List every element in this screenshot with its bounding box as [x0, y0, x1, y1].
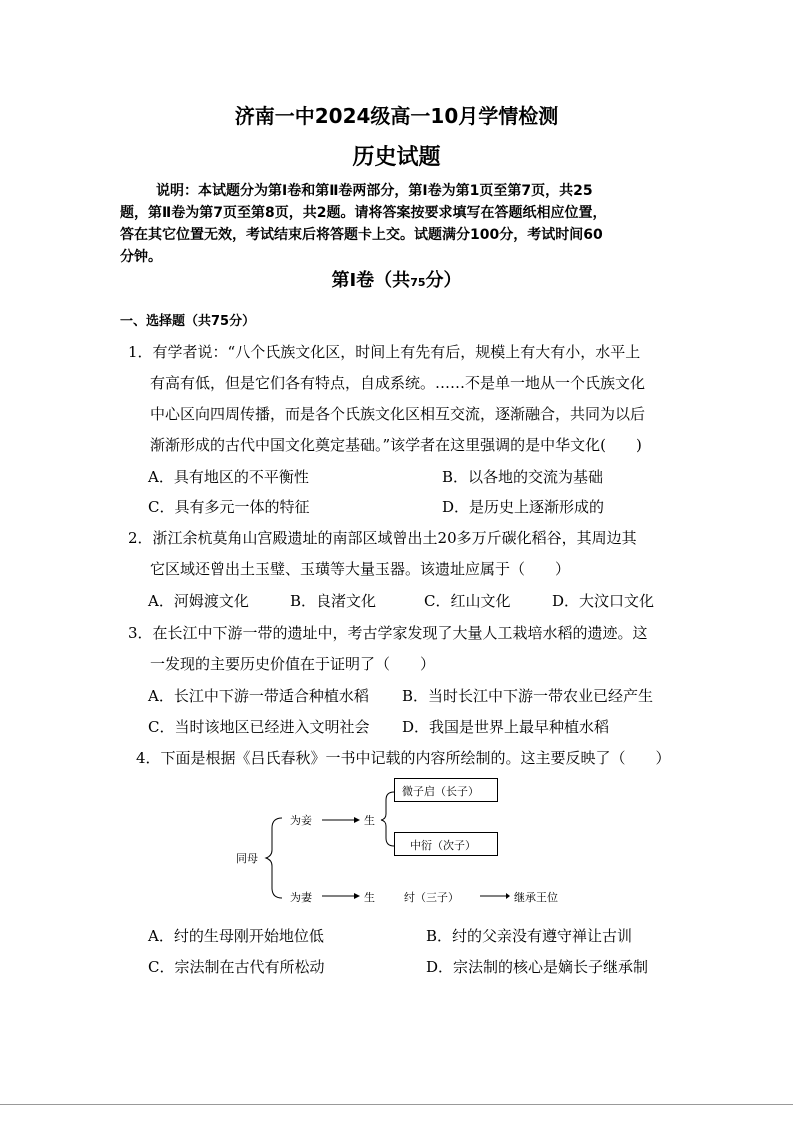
instruction-line: 题，第Ⅱ卷为第7页至第8页，共2题。请将答案按要求填写在答题纸相应位置，	[120, 205, 607, 221]
option-d[interactable]: D．大汶口文化	[552, 592, 655, 610]
option-d[interactable]: D．我国是世界上最早种植水稻	[402, 718, 610, 736]
question-text: 它区域还曾出土玉璧、玉璜等大量玉器。该遗址应属于（ ）	[150, 560, 571, 578]
question-text: 有高有低，但是它们各有特点，自成系统。……不是单一地从一个氏族文化	[150, 374, 646, 392]
option-a[interactable]: A．具有地区的不平衡性	[148, 468, 309, 486]
option-a[interactable]: A．纣的生母刚开始地位低	[148, 927, 324, 945]
option-a[interactable]: A．长江中下游一带适合种植水稻	[148, 687, 369, 705]
question-text: 2．浙江余杭莫角山宫殿遗址的南部区域曾出土20多万斤碳化稻谷，其周边其	[128, 529, 637, 547]
option-d[interactable]: D．宗法制的核心是嫡长子继承制	[426, 958, 649, 976]
question-text: 4．下面是根据《吕氏春秋》一书中记载的内容所绘制的。这主要反映了（ ）	[136, 749, 671, 767]
question-text: 1．有学者说：“八个氏族文化区，时间上有先有后，规模上有大有小，水平上	[128, 343, 641, 361]
subject-title: 历史试题	[352, 145, 441, 170]
succession-diagram	[230, 772, 510, 912]
question-text: 渐渐形成的古代中国文化奠定基础。”该学者在这里强调的是中华文化( )	[150, 436, 642, 454]
instruction-line: 答在其它位置无效，考试结束后将答题卡上交。试题满分100分，考试时间60	[120, 227, 603, 243]
branch-wife-label: 为妻	[290, 891, 312, 904]
section-heading: 一、选择题（共75分）	[120, 314, 256, 329]
instruction-line: 分钟。	[120, 249, 162, 265]
instruction-line: 说明：本试题分为第Ⅰ卷和第Ⅱ卷两部分，第Ⅰ卷为第1页至第7页，共25	[156, 183, 593, 199]
option-b[interactable]: B．良渚文化	[290, 592, 377, 610]
option-b[interactable]: B．以各地的交流为基础	[442, 468, 604, 486]
question-text: 一发现的主要历史价值在于证明了（ ）	[150, 655, 436, 673]
branch-concubine-label: 为妾	[290, 814, 312, 827]
option-d[interactable]: D．是历史上逐渐形成的	[442, 498, 605, 516]
exam-instructions	[120, 180, 672, 268]
option-b[interactable]: B．当时长江中下游一带农业已经产生	[402, 687, 654, 705]
part-label-num: 75	[410, 276, 426, 289]
born-label: 生	[364, 891, 375, 904]
part-heading	[0, 266, 793, 292]
option-c[interactable]: C．宗法制在古代有所松动	[148, 958, 325, 976]
option-c[interactable]: C．具有多元一体的特征	[148, 498, 310, 516]
part-label-post: 分）	[425, 270, 462, 291]
child-third-label: 纣（三子）	[404, 891, 459, 904]
option-b[interactable]: B．纣的父亲没有遵守禅让古训	[426, 927, 633, 945]
born-label: 生	[364, 814, 375, 827]
child-second-label: 中衍（次子）	[410, 839, 476, 852]
result-label: 继承王位	[514, 891, 558, 904]
exam-title: 济南一中2024级高一10月学情检测	[234, 104, 559, 128]
question-text: 3．在长江中下游一带的遗址中，考古学家发现了大量人工栽培水稻的遗迹。这	[128, 624, 648, 642]
page-bottom-rule	[0, 1104, 793, 1105]
root-label: 同母	[236, 852, 258, 865]
question-text: 中心区向四周传播，而是各个氏族文化区相互交流，逐渐融合，共同为以后	[150, 405, 646, 423]
child-eldest-label: 微子启（长子）	[402, 785, 479, 798]
option-a[interactable]: A．河姆渡文化	[148, 592, 249, 610]
option-c[interactable]: C．当时该地区已经进入文明社会	[148, 718, 370, 736]
part-label-pre: 第Ⅰ卷（共	[331, 270, 411, 291]
option-c[interactable]: C．红山文化	[424, 592, 511, 610]
